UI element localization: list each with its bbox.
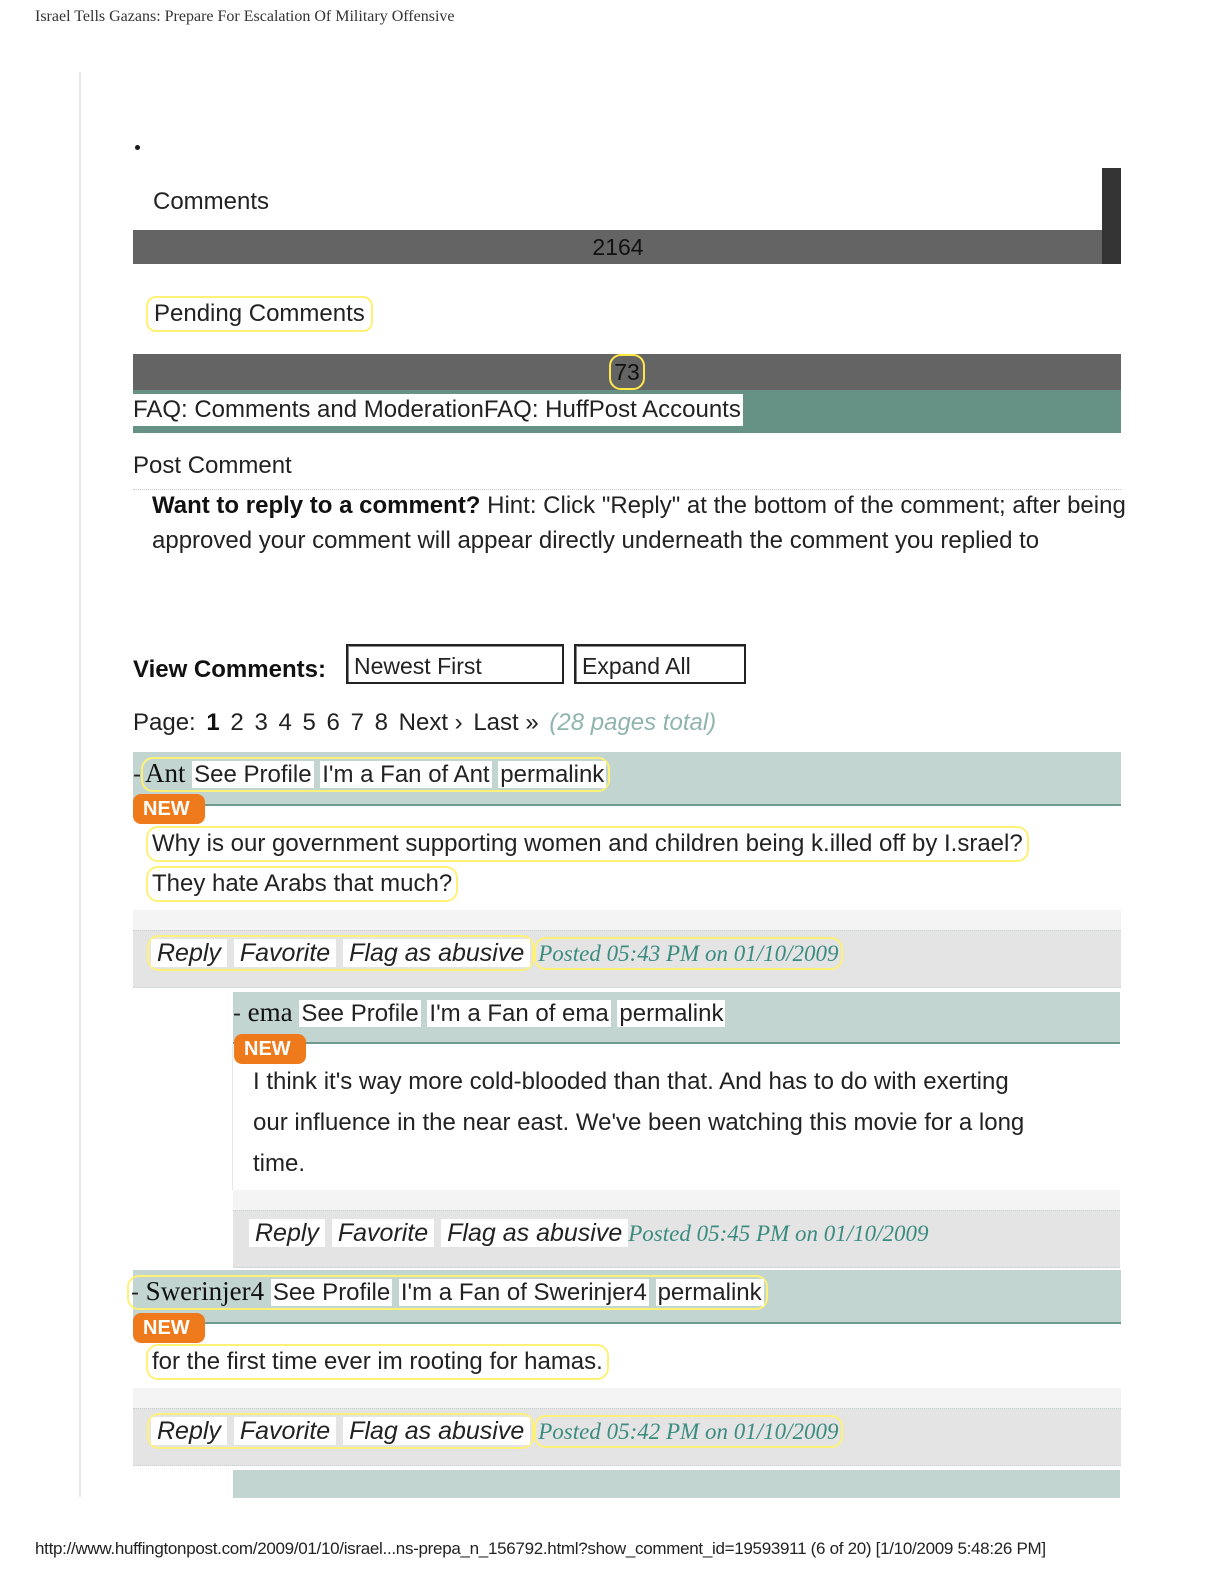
comment-author[interactable]: Ant [145,758,186,788]
pager-page-7[interactable]: 7 [350,709,364,736]
pager-current-page: 1 [206,709,220,736]
comment-actions [147,935,534,971]
pager-page-3[interactable]: 3 [254,709,268,736]
reply-link[interactable]: Reply [151,1417,227,1445]
pager-last[interactable]: Last » [473,709,539,736]
comments-label: Comments [153,188,270,215]
comment-body-line: for the first time ever im rooting for hamas. [146,1344,609,1380]
comment-body-line: Why is our government supporting women and children being k.illed off by I.srael? [146,826,1029,862]
comment-author[interactable]: ema [247,997,293,1027]
reply-hint-bold: Want to reply to a comment? [152,492,481,519]
posted-timestamp: Posted 05:42 PM on 01/10/2009 [534,1415,842,1448]
pager-label: Page: [133,709,196,736]
comments-count: 2164 [592,234,644,260]
permalink-link[interactable]: permalink [657,1279,762,1306]
comment-gap [233,1190,1120,1210]
comment-meta-links [141,757,610,792]
comment-actions [147,1413,534,1449]
pending-comments-link[interactable]: Pending Comments [146,296,373,332]
comment-body-line: our influence in the near east. We've been watching this movie for a long [253,1109,1025,1136]
comment-body-line: time. [253,1150,306,1177]
new-badge: NEW [234,1034,306,1064]
posted-timestamp: Posted 05:45 PM on 01/10/2009 [628,1221,929,1246]
reply-comment-body [232,1045,1121,1190]
sort-order-select[interactable]: Newest First [346,644,564,684]
comment-body-line: They hate Arabs that much? [146,866,458,902]
comment-gap [133,1388,1121,1408]
expand-select[interactable]: Expand All [574,644,746,684]
faq-bar [133,390,1121,433]
favorite-link[interactable]: Favorite [234,1417,336,1445]
posted-timestamp: Posted 05:43 PM on 01/10/2009 [534,937,842,970]
reply-link[interactable]: Reply [151,939,227,967]
permalink-link[interactable]: permalink [619,1000,724,1027]
pager-page-5[interactable]: 5 [302,709,316,736]
pager-page-4[interactable]: 4 [278,709,292,736]
next-comment-header-partial [233,1470,1120,1498]
pager-page-2[interactable]: 2 [230,709,244,736]
comment-gap [133,910,1121,930]
see-profile-link[interactable]: See Profile [272,1279,391,1306]
new-badge: NEW [133,1313,205,1343]
pager-page-6[interactable]: 6 [326,709,340,736]
bullet-icon [135,145,140,150]
comment-footer [233,1210,1120,1268]
pager-total: (28 pages total) [549,709,717,736]
flag-abusive-link[interactable]: Flag as abusive [343,1417,530,1445]
see-profile-link[interactable]: See Profile [194,761,312,788]
pagination [133,709,720,737]
new-badge: NEW [133,794,205,824]
pager-page-8[interactable]: 8 [374,709,388,736]
favorite-link[interactable]: Favorite [332,1219,434,1247]
favorite-link[interactable]: Favorite [234,939,336,967]
reply-link[interactable]: Reply [249,1219,325,1247]
comment-body-line: I think it's way more cold-blooded than that. And has to do with exerting [253,1068,1009,1095]
comments-tab-edge [1102,168,1121,264]
flag-abusive-link[interactable]: Flag as abusive [343,939,530,967]
fan-link[interactable]: I'm a Fan of ema [429,1000,609,1027]
comment-meta-links [127,1275,768,1310]
comment-dash: - [233,1000,241,1027]
post-comment-label[interactable]: Post Comment [133,452,292,479]
view-comments-label: View Comments: [133,656,326,683]
footer-url: http://www.huffingtonpost.com/2009/01/10/israel...ns-prepa_n_156792.html?show_comment_id=19593911 (6 of 20) [1/10/2009 5:48:26 PM] [35,1539,1046,1558]
comments-count-bar [133,230,1103,264]
pending-count[interactable]: 73 [609,354,645,390]
comment-header [133,752,1121,806]
faq-links[interactable]: FAQ: Comments and ModerationFAQ: HuffPost Accounts [133,394,743,426]
permalink-link[interactable]: permalink [500,761,605,788]
pending-count-bar [133,354,1121,390]
pager-next[interactable]: Next › [398,709,463,736]
comment-footer [133,1408,1121,1466]
comment-footer [133,930,1121,988]
comment-dash: - [131,1279,139,1306]
reply-hint [152,488,1127,558]
fan-link[interactable]: I'm a Fan of Ant [322,761,490,788]
flag-abusive-link[interactable]: Flag as abusive [441,1219,628,1247]
see-profile-link[interactable]: See Profile [301,1000,419,1027]
comment-header [133,1270,1121,1324]
comment-header [233,992,1120,1044]
fan-link[interactable]: I'm a Fan of Swerinjer4 [400,1279,647,1306]
reply-hint-text: Hint: Click "Reply" at the bottom of the comment; after being approved your comment will appear directly underneath the comment you replied to [152,492,1126,554]
document-title: Israel Tells Gazans: Prepare For Escalation Of Military Offensive [35,8,455,25]
comment-dash: - [133,761,141,788]
comments-header [133,168,1121,264]
left-margin-rule [79,72,81,1497]
comment-author[interactable]: Swerinjer4 [145,1276,265,1306]
